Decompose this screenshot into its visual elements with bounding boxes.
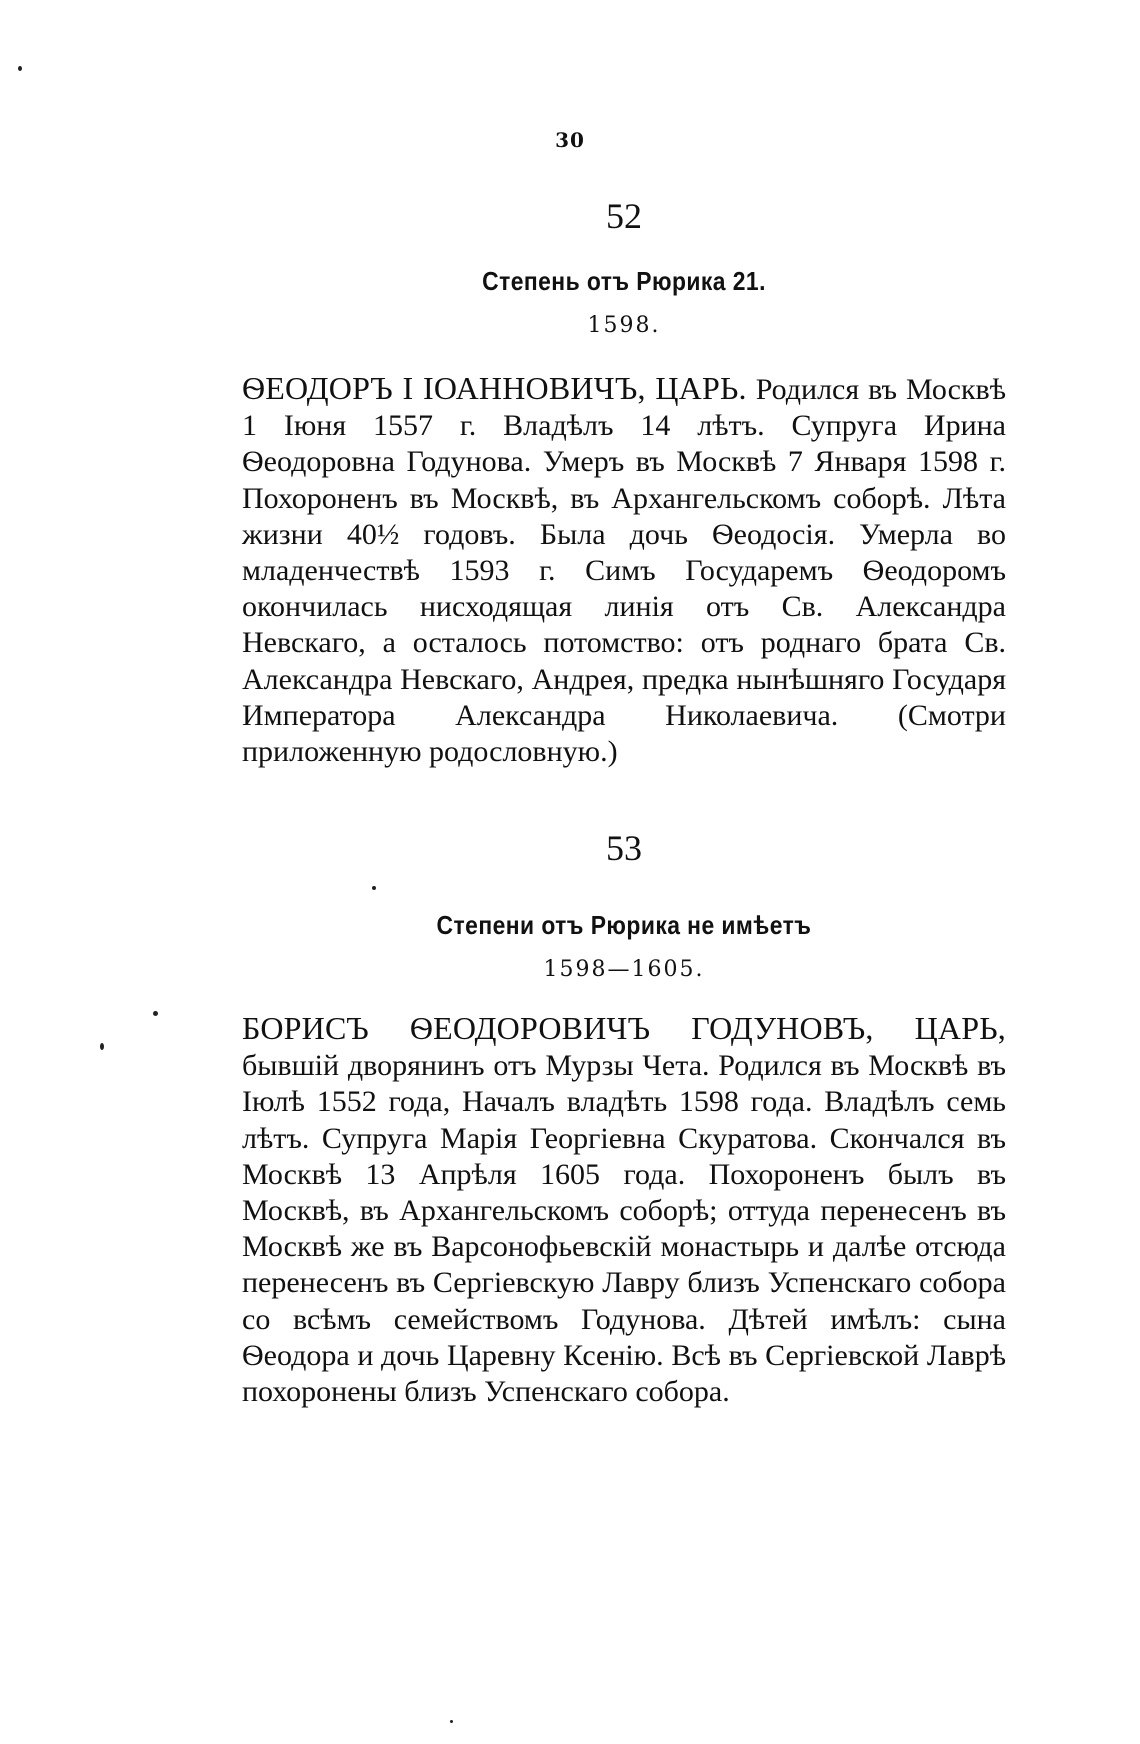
entry-text: бывшій дворянинъ отъ Мурзы Чета. Родился въ Москвѣ въ Iюлѣ 1552 года, Началъ владѣть 1598 года. Владѣлъ семь лѣтъ. Супруга Марія Георгіевна Скуратова. Скончался въ Москвѣ 13 Апрѣля 1605 года. Похороненъ былъ въ Москвѣ, въ Архангельскомъ соборѣ; оттуда перенесенъ въ Москвѣ же въ Варсонофьевскій монастырь и далѣе отсюда перенесенъ въ Сергіевскую Лавру близъ Успенскаго собора со всѣмъ семействомъ Годунова. Дѣтей имѣлъ: сына Ѳеодора и дочь Царевну Ксенію. Всѣ въ Сергіевской Лаврѣ похоронены близъ Успенскаго собора. [242,1049,1006,1409]
ruler-name: БОРИСЪ ѲЕОДОРОВИЧЪ ГОДУНОВЪ, ЦАРЬ, [242,1010,1006,1046]
degree-heading: Степень отъ Рюрика 21. [482,266,766,296]
scan-speck [450,1720,453,1723]
entry-body [242,370,1006,770]
entry-number: 52 [606,196,642,236]
page-number: 30 [555,128,585,152]
ruler-name: ѲЕОДОРЪ I IОАННОВИЧЪ, ЦАРЬ. [242,370,747,406]
scan-speck [100,1043,104,1050]
entry-53 [242,828,1006,1410]
entry-number: 53 [606,828,642,868]
reign-years: 1598—1605. [543,957,705,982]
scan-speck [372,886,376,890]
entry-52 [242,196,1006,770]
scan-speck [153,1011,158,1016]
degree-heading: Степени отъ Рюрика не имѣетъ [436,910,812,940]
entry-text: Родился въ Москвѣ 1 Iюня 1557 г. Владѣлъ 14 лѣтъ. Супруга Ирина Ѳеодоровна Годунова. Умеръ въ Москвѣ 7 Января 1598 г. Похороненъ въ Москвѣ, въ Архангельскомъ соборѣ. Лѣта жизни 40½ годовъ. Была дочь Ѳеодосія. Умерла во младенчествѣ 1593 г. Симъ Государемъ Ѳеодоромъ окончилась нисходящая линія отъ Св. Александра Невскаго, а осталось потомство: отъ роднаго брата Св. Александра Невскаго, Андрея, предка нынѣшняго Государя Императора Александра Николаевича. (Смотри приложенную родословную.) [242,373,1006,769]
reign-years: 1598. [587,313,661,338]
scan-speck [18,66,22,71]
entry-body [242,1010,1006,1410]
